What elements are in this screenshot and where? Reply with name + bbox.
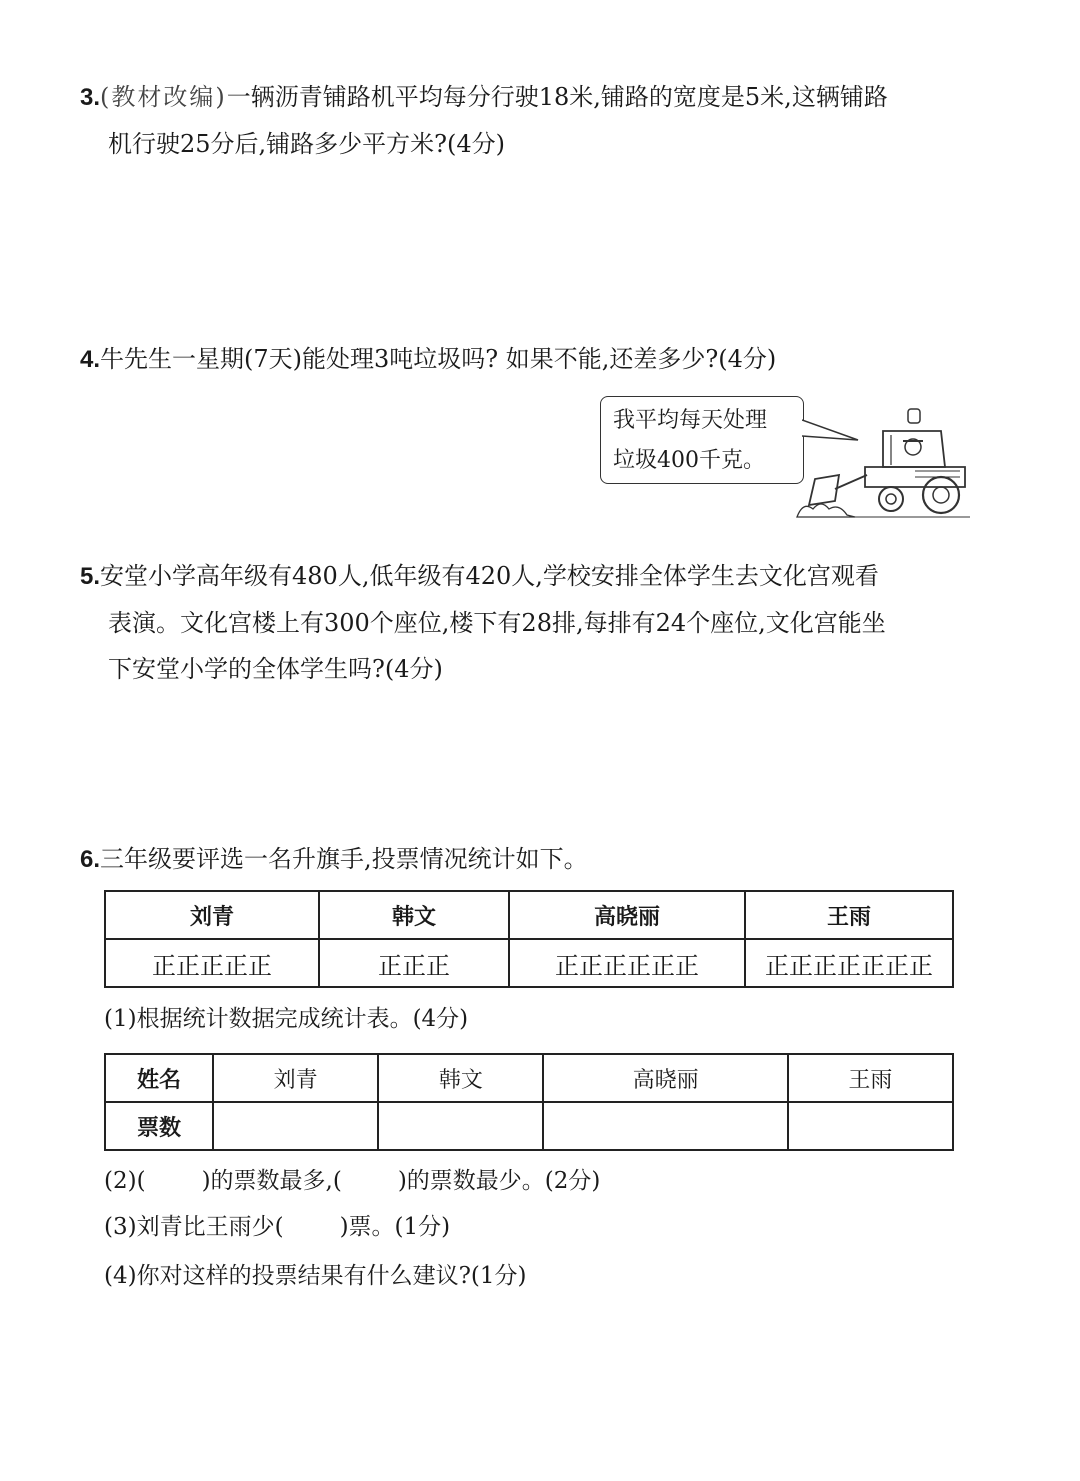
stat-name-row (105, 1054, 953, 1102)
sub-question-3 (104, 1210, 450, 1244)
tally-marks-cell: 正正正正正正正 (745, 939, 953, 987)
stat-name-cell: 王雨 (788, 1054, 953, 1102)
question-4 (80, 336, 776, 383)
sub-question-text: (2)( (104, 1168, 146, 1194)
sub-question-text: )的票数最少。(2分) (397, 1168, 601, 1194)
question-number: 4. (80, 346, 101, 373)
stat-votes-answer-cell[interactable] (543, 1102, 787, 1150)
sub-question-1: (1)根据统计数据完成统计表。(4分) (104, 1006, 469, 1032)
question-text: 机行驶25分后,铺路多少平方米?(4分) (108, 130, 506, 158)
tally-marks-row (105, 939, 953, 987)
tally-marks-cell: 正正正 (319, 939, 509, 987)
question-number: 6. (80, 846, 101, 873)
stat-name-cell: 刘青 (213, 1054, 378, 1102)
tally-marks-cell: 正正正正正正 (509, 939, 745, 987)
stat-name-cell: 韩文 (378, 1054, 543, 1102)
sub-question-4: (4)你对这样的投票结果有什么建议?(1分) (104, 1263, 527, 1289)
question-text: 安堂小学高年级有480人,低年级有420人,学校安排全体学生去文化宫观看 (100, 562, 879, 590)
stat-votes-label: 票数 (105, 1102, 213, 1150)
question-number: 5. (80, 563, 101, 590)
question-number: 3. (80, 84, 101, 111)
tally-table (104, 890, 954, 988)
stat-votes-answer-cell[interactable] (213, 1102, 378, 1150)
garbage-loader-illustration-icon (795, 405, 975, 525)
question-text: 下安堂小学的全体学生吗?(4分) (108, 655, 443, 683)
bubble-text: 垃圾400千克。 (613, 448, 765, 473)
question-3 (80, 74, 888, 167)
question-5 (80, 553, 886, 692)
question-note: (教材改编) (100, 83, 227, 111)
tally-name-cell: 高晓丽 (509, 891, 745, 939)
question-6 (80, 836, 588, 883)
sub-question-text: )的票数最多,( (201, 1168, 342, 1194)
stat-name-label: 姓名 (105, 1054, 213, 1102)
stat-votes-answer-cell[interactable] (378, 1102, 543, 1150)
statistics-table (104, 1053, 954, 1151)
question-text: 一辆沥青铺路机平均每分行驶18米,铺路的宽度是5米,这辆铺路 (226, 83, 888, 111)
stat-votes-answer-cell[interactable] (788, 1102, 953, 1150)
sub-question-text: (3)刘青比王雨少( (104, 1214, 284, 1240)
question-text: 表演。文化宫楼上有300个座位,楼下有28排,每排有24个座位,文化宫能坐 (108, 609, 886, 637)
tally-name-cell: 刘青 (105, 891, 319, 939)
tally-name-cell: 韩文 (319, 891, 509, 939)
bubble-text: 我平均每天处理 (613, 408, 768, 433)
question-text: 三年级要评选一名升旗手,投票情况统计如下。 (100, 845, 588, 873)
tally-name-cell: 王雨 (745, 891, 953, 939)
speech-bubble (600, 396, 804, 484)
tally-marks-cell: 正正正正正 (105, 939, 319, 987)
sub-question-text: )票。(1分) (339, 1214, 451, 1240)
stat-name-cell: 高晓丽 (543, 1054, 787, 1102)
tally-header-row (105, 891, 953, 939)
stat-votes-row (105, 1102, 953, 1150)
question-text: 牛先生一星期(7天)能处理3吨垃圾吗? 如果不能,还差多少?(4分) (100, 345, 777, 373)
sub-question-2 (104, 1164, 600, 1198)
